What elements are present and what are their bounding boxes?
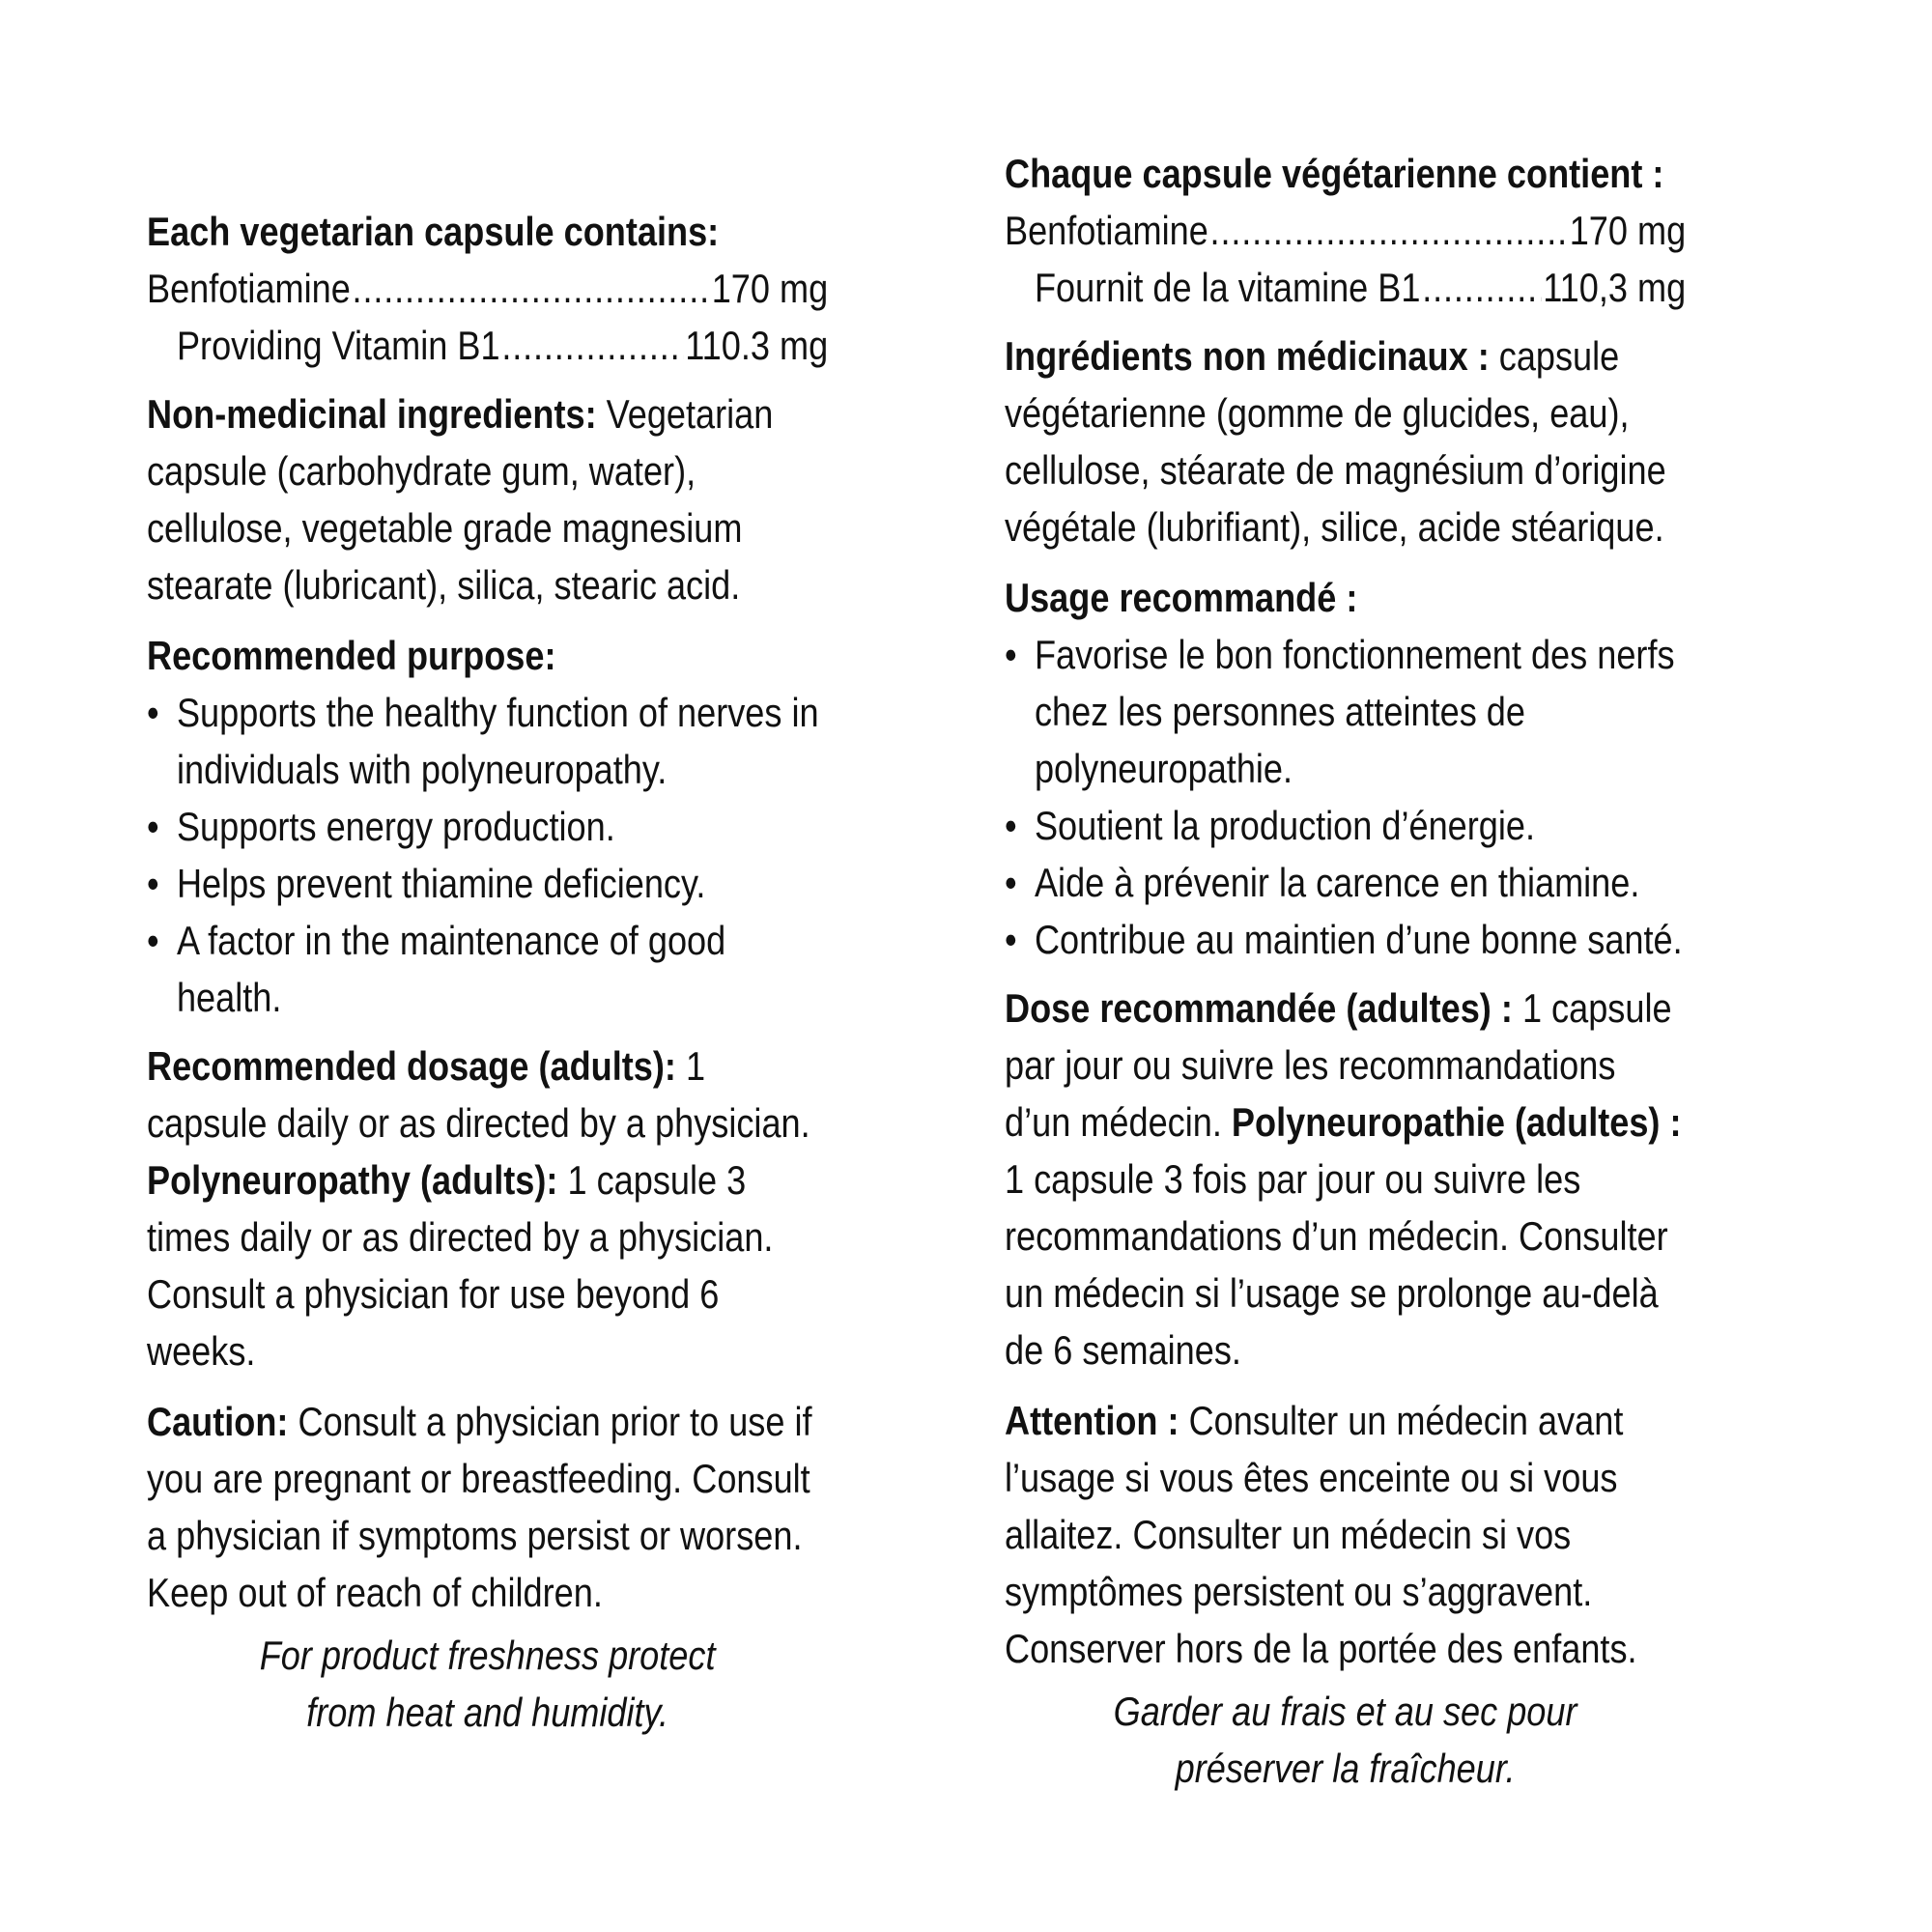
ingredient-row	[147, 260, 828, 317]
purpose-text: Soutient la production d’énergie.	[1034, 803, 1536, 848]
list-item	[147, 684, 828, 798]
list-item	[147, 798, 828, 855]
contains-heading: Chaque capsule végétarienne contient :	[1005, 151, 1664, 196]
purpose-heading: Usage recommandé :	[1005, 575, 1358, 620]
ingredient-name: Benfotiamine	[1005, 208, 1208, 253]
list-item	[1005, 626, 1686, 797]
nmi-label: Non-medicinal ingredients:	[147, 391, 597, 437]
caution-text: Consult a physician prior to use if you are pregnant or breastfeeding. Consult a physician if symptoms persist or worsen. Keep out of reach of children.	[147, 1399, 812, 1615]
caution-label: Attention :	[1005, 1398, 1179, 1443]
purpose-text: Aide à prévenir la carence en thiamine.	[1034, 860, 1640, 905]
bullet-icon: •	[1005, 860, 1017, 905]
dosage-text: 1 capsule par jour ou suivre les recommandations d’un médecin.	[1005, 985, 1672, 1145]
storage-note-line: préserver la fraîcheur.	[1175, 1746, 1516, 1791]
non-medicinal-ingredients	[147, 385, 828, 613]
purpose-text: Contribue au maintien d’une bonne santé.	[1034, 917, 1683, 962]
bullet-icon: •	[1005, 632, 1017, 677]
purpose-list	[147, 684, 828, 1026]
list-item	[147, 912, 828, 1026]
polyneuropathy-label: Polyneuropathie (adultes) :	[1231, 1099, 1682, 1145]
storage-note-line: For product freshness protect	[259, 1633, 716, 1678]
french-column	[1005, 145, 1686, 1797]
nmi-text: Vegetarian capsule (carbohydrate gum, water), cellulose, vegetable grade magnesium stearate (lubricant), silica, stearic acid.	[147, 391, 774, 608]
leader-dots	[1422, 259, 1541, 316]
bullet-icon: •	[147, 918, 159, 963]
polyneuropathy-text: 1 capsule 3 times daily or as directed by a physician. Consult a physician for use beyond 6 weeks.	[147, 1157, 774, 1374]
purpose-text: A factor in the maintenance of good health.	[176, 918, 726, 1020]
caution-label: Caution:	[147, 1399, 289, 1444]
list-item	[147, 855, 828, 912]
bullet-icon: •	[1005, 803, 1017, 848]
bullet-icon: •	[147, 861, 159, 906]
storage-note	[147, 1627, 828, 1741]
purpose-text: Supports the healthy function of nerves in individuals with polyneuropathy.	[176, 690, 819, 792]
sub-ingredient-name: Fournit de la vitamine B1	[1034, 265, 1421, 310]
ingredient-name: Benfotiamine	[147, 266, 351, 311]
dosage-section	[1005, 980, 1686, 1378]
dosage-label: Recommended dosage (adults):	[147, 1043, 676, 1089]
ingredient-amount: 170 mg	[711, 266, 829, 311]
storage-note	[1005, 1683, 1686, 1797]
ingredient-row	[1005, 202, 1686, 259]
sub-ingredient-name: Providing Vitamin B1	[176, 323, 500, 368]
nmi-text: capsule végétarienne (gomme de glucides, eau), cellulose, stéarate de magnésium d’origine végétale (lubrifiant), silice, acide stéarique.	[1005, 333, 1666, 550]
sub-ingredient-amount: 110.3 mg	[685, 323, 829, 368]
bullet-icon: •	[147, 804, 159, 849]
purpose-text: Helps prevent thiamine deficiency.	[176, 861, 706, 906]
list-item	[1005, 797, 1686, 854]
sub-ingredient-row	[147, 317, 828, 374]
list-item	[1005, 854, 1686, 911]
non-medicinal-ingredients	[1005, 327, 1686, 555]
polyneuropathy-text: 1 capsule 3 fois par jour ou suivre les recommandations d’un médecin. Consulter un médecin si l’usage se prolonge au-delà de 6 semaines.	[1005, 1156, 1668, 1373]
contains-heading: Each vegetarian capsule contains:	[147, 209, 720, 254]
dosage-label: Dose recommandée (adultes) :	[1005, 985, 1513, 1031]
leader-dots	[501, 317, 683, 374]
bullet-icon: •	[1005, 917, 1017, 962]
dosage-section	[147, 1037, 828, 1379]
sub-ingredient-amount: 110,3 mg	[1543, 265, 1687, 310]
storage-note-line: from heat and humidity.	[306, 1690, 668, 1735]
caution-section	[147, 1393, 828, 1621]
purpose-text: Supports energy production.	[176, 804, 615, 849]
dosage-text: 1 capsule daily or as directed by a physician.	[147, 1043, 810, 1146]
sub-ingredient-row	[1005, 259, 1686, 316]
nmi-label: Ingrédients non médicinaux :	[1005, 333, 1490, 379]
leader-dots	[1210, 202, 1568, 259]
leader-dots	[353, 260, 710, 317]
purpose-text: Favorise le bon fonctionnement des nerfs chez les personnes atteintes de polyneuropathie.	[1034, 632, 1675, 791]
list-item	[1005, 911, 1686, 968]
caution-section	[1005, 1392, 1686, 1677]
purpose-heading: Recommended purpose:	[147, 633, 556, 678]
bullet-icon: •	[147, 690, 159, 735]
purpose-list	[1005, 626, 1686, 968]
caution-text: Consulter un médecin avant l’usage si vous êtes enceinte ou si vous allaitez. Consulter un médecin si vos symptômes persistent ou s’aggravent. Conserver hors de la portée des enfants.	[1005, 1398, 1637, 1671]
polyneuropathy-label: Polyneuropathy (adults):	[147, 1157, 558, 1203]
ingredient-amount: 170 mg	[1569, 208, 1687, 253]
storage-note-line: Garder au frais et au sec pour	[1113, 1689, 1577, 1734]
english-column	[147, 203, 828, 1741]
